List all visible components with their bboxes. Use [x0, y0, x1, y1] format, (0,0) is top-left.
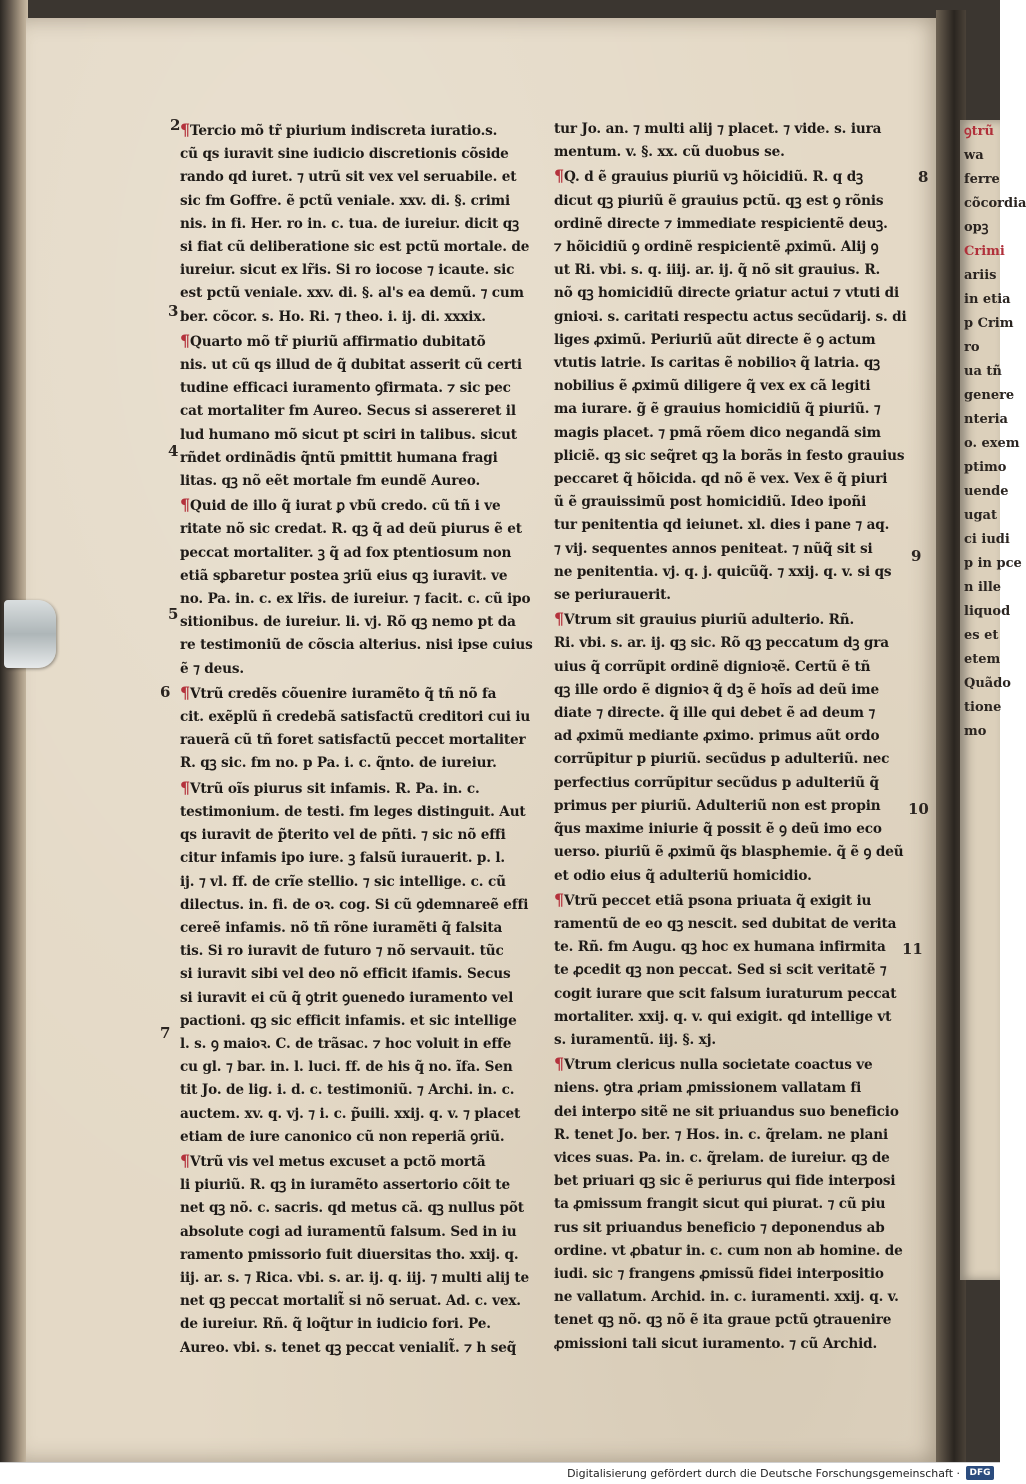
recto-text-fragment: p Crim — [964, 316, 1014, 331]
dfg-logo: DFG — [966, 1466, 994, 1480]
text-line-content: Q. d ẽ grauius piuriũ vꝫ hõicidiũ. R. q dꝫ — [564, 169, 863, 186]
text-line — [554, 468, 912, 491]
recto-text-fragment: tione — [964, 700, 1002, 715]
pilcrow-mark: ¶ — [554, 889, 565, 909]
text-line — [180, 213, 545, 236]
pilcrow-mark: ¶ — [180, 495, 191, 515]
text-line — [554, 1170, 912, 1193]
recto-text-fragment: ptimo — [964, 460, 1007, 475]
recto-text-fragment: Quãdo — [964, 676, 1011, 691]
recto-text-fragment: ua tñ — [964, 364, 1002, 379]
text-line-content: etiã sꝑbaretur postea ꝫriũ eius qꝫ iuravit. ve — [180, 567, 508, 584]
text-line — [180, 1290, 545, 1313]
text-line-content: R. qꝫ sic. fm no. p Pa. i. c. q̃nto. de iureiur. — [180, 755, 497, 772]
text-line-content: tis. Si ro iuravit de futuro ⁊ nõ servauit. tũc — [180, 943, 504, 960]
text-line — [554, 936, 912, 959]
text-line — [180, 1197, 545, 1220]
text-line-content: si fiat cũ deliberatione sic est pctũ mortale. de — [180, 239, 530, 256]
text-line — [554, 632, 912, 655]
text-line-content: absolute cogi ad iuramentũ falsum. Sed in iu — [180, 1223, 517, 1240]
text-line — [180, 987, 545, 1010]
text-line-content: pliciẽ. qꝫ sic seq̃ret qꝫ la borãs in festo grauius — [554, 447, 905, 464]
text-line — [180, 542, 545, 565]
text-line-content: rñdet ordinãdis q̃ntũ pmittit humana fragi — [180, 449, 498, 466]
text-line-content: pactioni. qꝫ sic efficit infamis. et sic intellige — [180, 1012, 517, 1029]
text-line — [180, 588, 545, 611]
text-line — [554, 561, 912, 584]
text-line — [554, 141, 912, 164]
margin-number: 10 — [908, 800, 929, 818]
text-line — [554, 282, 912, 305]
text-line — [554, 422, 912, 445]
text-line — [180, 1244, 545, 1267]
text-line-content: si iuravit sibi vel deo nõ efficit ifamis. Secus — [180, 966, 511, 983]
recto-text-fragment: uende — [964, 484, 1009, 499]
footer-credit: Digitalisierung gefördert durch die Deutsche Forschungsgemeinschaft · — [567, 1467, 960, 1480]
text-line-content: perfectius corrũpitur secũdus p adulteriũ q̃ — [554, 774, 879, 791]
text-line — [180, 1221, 545, 1244]
recto-text-fragment: es et — [964, 628, 999, 643]
text-line — [554, 538, 912, 561]
recto-text-fragment: in etia — [964, 292, 1011, 307]
text-line — [554, 865, 912, 888]
pilcrow-mark: ¶ — [554, 609, 565, 629]
text-line — [554, 398, 912, 421]
recto-text-fragment: Crimi — [964, 244, 1005, 259]
recto-text-fragment: nteria — [964, 412, 1008, 427]
text-line-content: ut Ri. vbi. s. q. iiij. ar. ij. q̃ nõ sit grauius. R. — [554, 262, 881, 279]
text-line — [554, 1101, 912, 1124]
text-line — [180, 706, 545, 729]
recto-text-fragment: ꝯtrũ — [964, 124, 994, 139]
text-line-content: cat mortaliter fm Aureo. Secus si assereret il — [180, 403, 516, 420]
right-text-column — [554, 118, 912, 1356]
text-line — [180, 518, 545, 541]
text-line-content: rando qd iuret. ⁊ utrũ sit vex vel seruabile. et — [180, 169, 517, 186]
text-line — [554, 748, 912, 771]
text-line — [180, 917, 545, 940]
text-line — [180, 282, 545, 305]
margin-number: 2 — [170, 116, 181, 134]
text-line-content: ij. ⁊ vl. ff. de crĩe stellio. ⁊ sic intellige. c. cũ — [180, 873, 506, 890]
text-line-content: et odio eius q̃ adulteriũ homicidio. — [554, 867, 812, 884]
text-line-content: ritate nõ sic credat. R. qꝫ q̃ ad deũ piurus ẽ et — [180, 521, 522, 538]
margin-number: 3 — [168, 302, 179, 320]
text-line-content: primus per piuriũ. Adulteriũ non est propin — [554, 797, 881, 814]
text-line — [180, 1174, 545, 1197]
text-line — [554, 702, 912, 725]
recto-text-fragment: ugat — [964, 508, 997, 523]
text-line-content: ũ ẽ grauissimũ post homicidiũ. Ideo ipoñi — [554, 494, 867, 511]
text-line — [554, 1077, 912, 1100]
text-line — [180, 847, 545, 870]
text-line — [554, 841, 912, 864]
margin-number: 7 — [160, 1024, 171, 1042]
text-line-content: rauerã cũ tñ foret satisfactũ peccet mortaliter — [180, 732, 526, 749]
text-line — [180, 377, 545, 400]
text-line — [180, 1149, 545, 1174]
text-line-content: tenet qꝫ nõ. qꝫ nõ ẽ ita graue pctũ ꝯtrauenire — [554, 1312, 892, 1329]
text-line-content: te ꝓcedit qꝫ non peccat. Sed si scit veritatẽ ⁊ — [554, 962, 887, 979]
text-line — [180, 118, 545, 143]
text-line — [554, 959, 912, 982]
text-line-content: cu gl. ⁊ bar. in. l. luci. ff. de his q̃ no. ĩfa. Sen — [180, 1059, 513, 1076]
text-line-content: li piuriũ. R. qꝫ in iuramẽto assertorio cõit te — [180, 1177, 510, 1194]
text-line — [554, 1333, 912, 1356]
text-line — [180, 1103, 545, 1126]
text-line — [180, 1337, 545, 1360]
text-line — [180, 634, 545, 657]
text-line-content: corrũpitur p piuriũ. secũdus p adulteriũ. nec — [554, 751, 890, 768]
recto-text-fragment: etem — [964, 652, 1001, 667]
text-line-content: ber. cõcor. s. Ho. Ri. ⁊ theo. i. ij. di. xxxix. — [180, 308, 486, 325]
text-line — [180, 166, 545, 189]
text-line — [180, 611, 545, 634]
pilcrow-mark: ¶ — [554, 166, 565, 186]
recto-text-fragment: wa — [964, 148, 984, 163]
text-line — [180, 1056, 545, 1079]
text-line-content: net qꝫ nõ. c. sacris. qd metus cã. qꝫ nullus põt — [180, 1200, 524, 1217]
text-line — [180, 259, 545, 282]
text-line-content: etiam de iure canonico cũ non reperiã ꝯriũ. — [180, 1128, 505, 1145]
text-line — [180, 470, 545, 493]
recto-text-fragment: ro — [964, 340, 980, 355]
text-line-content: tur Jo. an. ⁊ multi alij ⁊ placet. ⁊ vide. s. iura — [554, 121, 882, 137]
margin-number: 4 — [168, 442, 179, 460]
text-line — [554, 795, 912, 818]
text-line — [554, 1029, 912, 1052]
text-line — [554, 514, 912, 537]
text-line — [554, 1217, 912, 1240]
recto-text-fragment: o. exem — [964, 436, 1020, 451]
page-clip — [4, 600, 56, 668]
text-line-content: Vtrum sit grauius piuriũ adulterio. Rñ. — [564, 612, 855, 629]
text-line-content: te. Rñ. fm Augu. qꝫ hoc ex humana infirmita — [554, 939, 886, 956]
text-line-content: iij. ar. s. ⁊ Rica. vbi. s. ar. ij. q. iij. ⁊ multi alij te — [180, 1269, 530, 1286]
text-line-content: ⁊ hõicidiũ ꝯ ordinẽ respicientẽ ꝓximũ. Alij ꝯ — [554, 239, 879, 256]
text-line-content: ne penitentia. vj. q. j. quicũq̃. ⁊ xxij. q. v. si qs — [554, 563, 892, 580]
text-line — [180, 565, 545, 588]
text-line-content: cũ qs iuravit sine iudicio discretionis cõside — [180, 146, 509, 163]
text-line-content: ta ꝓmissum frangit sicut qui piurat. ⁊ cũ piu — [554, 1196, 886, 1213]
text-line — [180, 354, 545, 377]
text-line-content: sitionibus. de iureiur. li. vj. Rõ qꝫ nemo pt da — [180, 614, 516, 631]
text-line — [554, 1147, 912, 1170]
text-line-content: tudine efficaci iuramento ꝯfirmata. ⁊ sic pec — [180, 380, 511, 397]
recto-text-fragment: ci iudi — [964, 532, 1010, 547]
recto-text-fragment: liquod — [964, 604, 1011, 619]
text-line — [180, 1010, 545, 1033]
text-line — [180, 236, 545, 259]
text-line — [554, 164, 912, 189]
text-line-content: net qꝫ peccat mortalit̃ si nõ seruat. Ad. c. vex. — [180, 1293, 521, 1310]
text-line-content: magis placet. ⁊ pmã rõem dico negandã sim — [554, 424, 881, 441]
pilcrow-mark: ¶ — [180, 330, 191, 350]
text-line-content: tit Jo. de lig. i. d. c. testimoniũ. ⁊ Archi. in. c. — [180, 1082, 515, 1099]
text-line — [554, 306, 912, 329]
text-line-content: ne vallatum. Archid. in. c. iuramenti. xxij. q. v. — [554, 1289, 899, 1306]
text-line-content: dicut qꝫ piuriũ ẽ grauius pctũ. qꝫ est ꝯ rõnis — [554, 192, 884, 209]
text-line — [180, 1126, 545, 1149]
text-line — [554, 983, 912, 1006]
text-line — [554, 1006, 912, 1029]
text-line — [554, 772, 912, 795]
text-line-content: ordinẽ directe ⁊ immediate respicientẽ deuꝫ. — [554, 215, 888, 232]
recto-text-fragment: p in pce — [964, 556, 1022, 571]
text-line-content: dilectus. in. fi. de oꝛ. cog. Si cũ ꝯdemnareẽ effi — [180, 896, 529, 913]
text-line-content: de iureiur. Rñ. q̃ loq̃tur in iudicio fori. Pe. — [180, 1316, 491, 1333]
pilcrow-mark: ¶ — [554, 1054, 565, 1074]
recto-text-fragment: n ille — [964, 580, 1002, 595]
text-line — [180, 306, 545, 329]
pilcrow-mark: ¶ — [180, 777, 191, 797]
text-line — [180, 776, 545, 801]
text-line — [554, 1309, 912, 1332]
text-line-content: nis. in fi. Her. ro in. c. tua. de iureiur. dicit qꝫ — [180, 215, 519, 232]
text-line-content: niens. ꝯtra ꝓriam ꝓmissionem vallatam fi — [554, 1080, 862, 1097]
recto-page-fragment — [960, 120, 1026, 1280]
text-line — [554, 236, 912, 259]
pilcrow-mark: ¶ — [180, 1150, 191, 1170]
pilcrow-mark: ¶ — [180, 120, 191, 139]
text-line-content: uius q̃ corrũpit ordinẽ dignioꝛẽ. Certũ ẽ tñ — [554, 658, 871, 675]
text-line — [180, 1033, 545, 1056]
text-line-content: Vtrũ credẽs cõuenire iuramẽto q̃ tñ nõ fa — [190, 685, 497, 702]
text-line — [554, 329, 912, 352]
text-line — [554, 725, 912, 748]
text-line-content: ẽ ⁊ deus. — [180, 660, 244, 677]
text-line-content: testimonium. de testi. fm leges distinguit. Aut — [180, 803, 526, 820]
text-line-content: iureiur. sicut ex lr̃is. Si ro iocose ⁊ icaute. sic — [180, 262, 515, 279]
text-line-content: Vtrũ peccet etiã psona priuata q̃ exigit iu — [564, 892, 872, 909]
text-line — [554, 818, 912, 841]
text-line — [180, 424, 545, 447]
text-line-content: liges ꝓximũ. Periuriũ aũt directe ẽ ꝯ actum — [554, 331, 876, 348]
text-line — [554, 213, 912, 236]
text-line-content: uerso. piuriũ ẽ ꝓximũ q̃s blasphemie. q̃ ẽ ꝯ deũ — [554, 844, 904, 861]
text-line-content: nis. ut cũ qs illud de q̃ dubitat asserit cũ certi — [180, 357, 522, 374]
text-line — [554, 259, 912, 282]
text-line — [180, 894, 545, 917]
text-line — [554, 679, 912, 702]
text-line-content: ma iurare. g̃ ẽ grauius homicidiũ q̃ piuriũ. ⁊ — [554, 401, 881, 418]
text-line — [180, 729, 545, 752]
text-line-content: iudi. sic ⁊ frangens ꝓmissũ fidei interpositio — [554, 1265, 884, 1282]
text-line-content: peccaret q̃ hõicida. qd nõ ẽ vex. Vex ẽ q̃ piuri — [554, 471, 888, 488]
text-line — [554, 118, 912, 141]
text-line-content: Aureo. vbi. s. tenet qꝫ peccat venialit̃. ⁊ h seq̃ — [180, 1339, 517, 1356]
text-line-content: re testimoniũ de cõscia alterius. nisi ipse cuius — [180, 637, 533, 654]
text-line — [180, 963, 545, 986]
text-line — [554, 607, 912, 632]
text-line — [554, 445, 912, 468]
text-line-content: Tercio mõ tr̃ piurium indiscreta iuratio.s. — [190, 123, 498, 139]
text-line — [180, 143, 545, 166]
text-line — [554, 913, 912, 936]
text-line — [180, 871, 545, 894]
text-line-content: diate ⁊ directe. q̃ ille qui debet ẽ ad deum ⁊ — [554, 705, 876, 722]
recto-text-fragment: ferre — [964, 172, 1000, 187]
margin-number: 11 — [902, 940, 923, 958]
text-line-content: sic fm Goffre. ẽ pctũ veniale. xxv. di. §. crimi — [180, 192, 511, 209]
text-line-content: s. iuramentũ. iij. §. xj. — [554, 1031, 716, 1048]
margin-number: 9 — [911, 547, 922, 565]
text-line — [554, 888, 912, 913]
text-line — [180, 752, 545, 775]
text-line — [554, 375, 912, 398]
text-line-content: R. tenet Jo. ber. ⁊ Hos. in. c. q̃relam. ne plani — [554, 1126, 888, 1143]
text-line — [554, 1240, 912, 1263]
text-line-content: vices suas. Pa. in. c. q̃relam. de iureiur. qꝫ de — [554, 1149, 890, 1166]
text-line — [554, 584, 912, 607]
text-line-content: dei interpo sitẽ ne sit priuandus suo beneficio — [554, 1103, 899, 1120]
text-line-content: q̃us maxime iniurie q̃ possit ẽ ꝯ deũ imo eco — [554, 821, 882, 838]
text-line-content: Ri. vbi. s. ar. ij. qꝫ sic. Rõ qꝫ peccatum dꝫ gra — [554, 635, 889, 652]
text-line-content: auctem. xv. q. vj. ⁊ i. c. p̃uili. xxij. q. v. ⁊ placet — [180, 1105, 521, 1122]
book-edge — [0, 0, 28, 1462]
pilcrow-mark: ¶ — [180, 682, 191, 702]
text-line-content: si iuravit ei cũ q̃ ꝯtrit ꝯuenedo iuramento vel — [180, 989, 514, 1006]
text-line — [180, 1313, 545, 1336]
text-line-content: ramento pmissorio fuit diuersitas tho. xxij. q. — [180, 1246, 519, 1263]
text-line — [554, 190, 912, 213]
text-line-content: nobilius ẽ ꝓximũ diligere q̃ vex ex cã legiti — [554, 378, 871, 395]
text-line — [180, 190, 545, 213]
recto-text-fragment: mo — [964, 724, 987, 739]
text-line — [554, 491, 912, 514]
text-line — [180, 1079, 545, 1102]
text-line — [554, 1286, 912, 1309]
text-line-content: bet priuari qꝫ sic ẽ periurus qui fide interposi — [554, 1173, 896, 1190]
text-line-content: citur infamis ipo iure. ꝫ falsũ iurauerit. p. l. — [180, 850, 505, 867]
text-line-content: ad ꝓximũ mediante ꝓximo. primus aũt ordo — [554, 728, 880, 745]
text-line-content: qs iuravit de p̃terito vel de pñti. ⁊ sic nõ effi — [180, 827, 506, 844]
text-line — [554, 1193, 912, 1216]
text-line-content: ⁊ vij. sequentes annos peniteat. ⁊ nũq̃ sit si — [554, 540, 873, 557]
text-line-content: mortaliter. xxij. q. v. qui exigit. qd intellige vt — [554, 1008, 892, 1025]
text-line-content: litas. qꝫ nõ eẽt mortale fm eundẽ Aureo. — [180, 473, 481, 490]
text-line — [180, 400, 545, 423]
recto-text-fragment: cõcordia — [964, 196, 1026, 211]
text-line-content: ordine. vt ꝓbatur in. c. cum non ab homine. de — [554, 1242, 903, 1259]
text-line — [554, 1124, 912, 1147]
text-line-content: cereẽ infamis. nõ tñ rõne iuramẽti q̃ falsita — [180, 919, 503, 936]
text-line — [180, 447, 545, 470]
text-line-content: tur penitentia qd ieiunet. xl. dies i pane ⁊ aq. — [554, 517, 890, 534]
text-line-content: Quid de illo q̃ iurat ꝑ vbũ credo. cũ tñ i ve — [190, 498, 501, 515]
text-line — [180, 1267, 545, 1290]
left-text-column — [180, 118, 545, 1360]
text-line-content: est pctũ veniale. xxv. di. §. al's ea demũ. ⁊ cum — [180, 285, 524, 302]
text-line-content: Quarto mõ tr̃ piuriũ affirmatio dubitatõ — [190, 333, 486, 350]
text-line — [180, 681, 545, 706]
text-line-content: peccat mortaliter. ꝫ q̃ ad fox ptentiosum non — [180, 544, 512, 561]
text-line — [180, 940, 545, 963]
text-line — [554, 1052, 912, 1077]
text-line — [554, 656, 912, 679]
text-line-content: nõ qꝫ homicidiũ directe ꝯriatur actui ⁊ vtuti di — [554, 285, 900, 302]
margin-number: 5 — [168, 605, 179, 623]
text-line-content: cit. exẽplũ ñ credebã satisfactũ creditori cui iu — [180, 709, 531, 726]
margin-number: 6 — [160, 683, 171, 701]
text-line — [180, 824, 545, 847]
text-line-content: l. s. ꝯ maioꝛ. C. de trãsac. ⁊ hoc voluit in effe — [180, 1035, 512, 1052]
text-line-content: Vtrum clericus nulla societate coactus ve — [564, 1057, 873, 1074]
text-line-content: se periurauerit. — [554, 587, 671, 604]
text-line-content: no. Pa. in. c. ex lr̃is. de iureiur. ⁊ facit. c. cũ ipo — [180, 591, 531, 608]
text-line — [180, 801, 545, 824]
text-line — [180, 329, 545, 354]
text-line-content: ramentũ de eo qꝫ nescit. sed dubitat de verita — [554, 915, 897, 932]
text-line-content: ꝓmissioni tali sicut iuramento. ⁊ cũ Archid. — [554, 1335, 878, 1352]
text-line-content: vtutis latrie. Is caritas ẽ nobilioꝛ q̃ latria. qꝫ — [554, 355, 880, 372]
recto-text-fragment: genere — [964, 388, 1015, 403]
text-line-content: mentum. v. §. xx. cũ duobus se. — [554, 144, 785, 161]
text-line-content: qꝫ ille ordo ẽ dignioꝛ q̃ dꝫ ẽ hoĩs ad deũ ime — [554, 681, 880, 698]
text-line-content: Vtrũ vis vel metus excuset a pctõ mortã — [190, 1153, 486, 1170]
footer-bar — [0, 1462, 1000, 1484]
text-line — [180, 493, 545, 518]
text-line-content: Vtrũ oĩs piurus sit infamis. R. Pa. in. c. — [190, 780, 480, 797]
margin-number: 8 — [918, 168, 929, 186]
text-line-content: rus sit priuandus beneficio ⁊ deponendus ab — [554, 1219, 885, 1236]
recto-text-fragment: opꝫ — [964, 220, 989, 235]
recto-text-fragment: ariis — [964, 268, 997, 283]
text-line — [180, 658, 545, 681]
text-line-content: gnioꝛi. s. caritati respectu actus secũdarij. s. di — [554, 308, 907, 325]
text-line-content: lud humano mõ sicut pt sciri in talibus. sicut — [180, 426, 517, 443]
text-line — [554, 352, 912, 375]
text-line — [554, 1263, 912, 1286]
text-line-content: cogit iurare que scit falsum iuraturum peccat — [554, 985, 897, 1002]
